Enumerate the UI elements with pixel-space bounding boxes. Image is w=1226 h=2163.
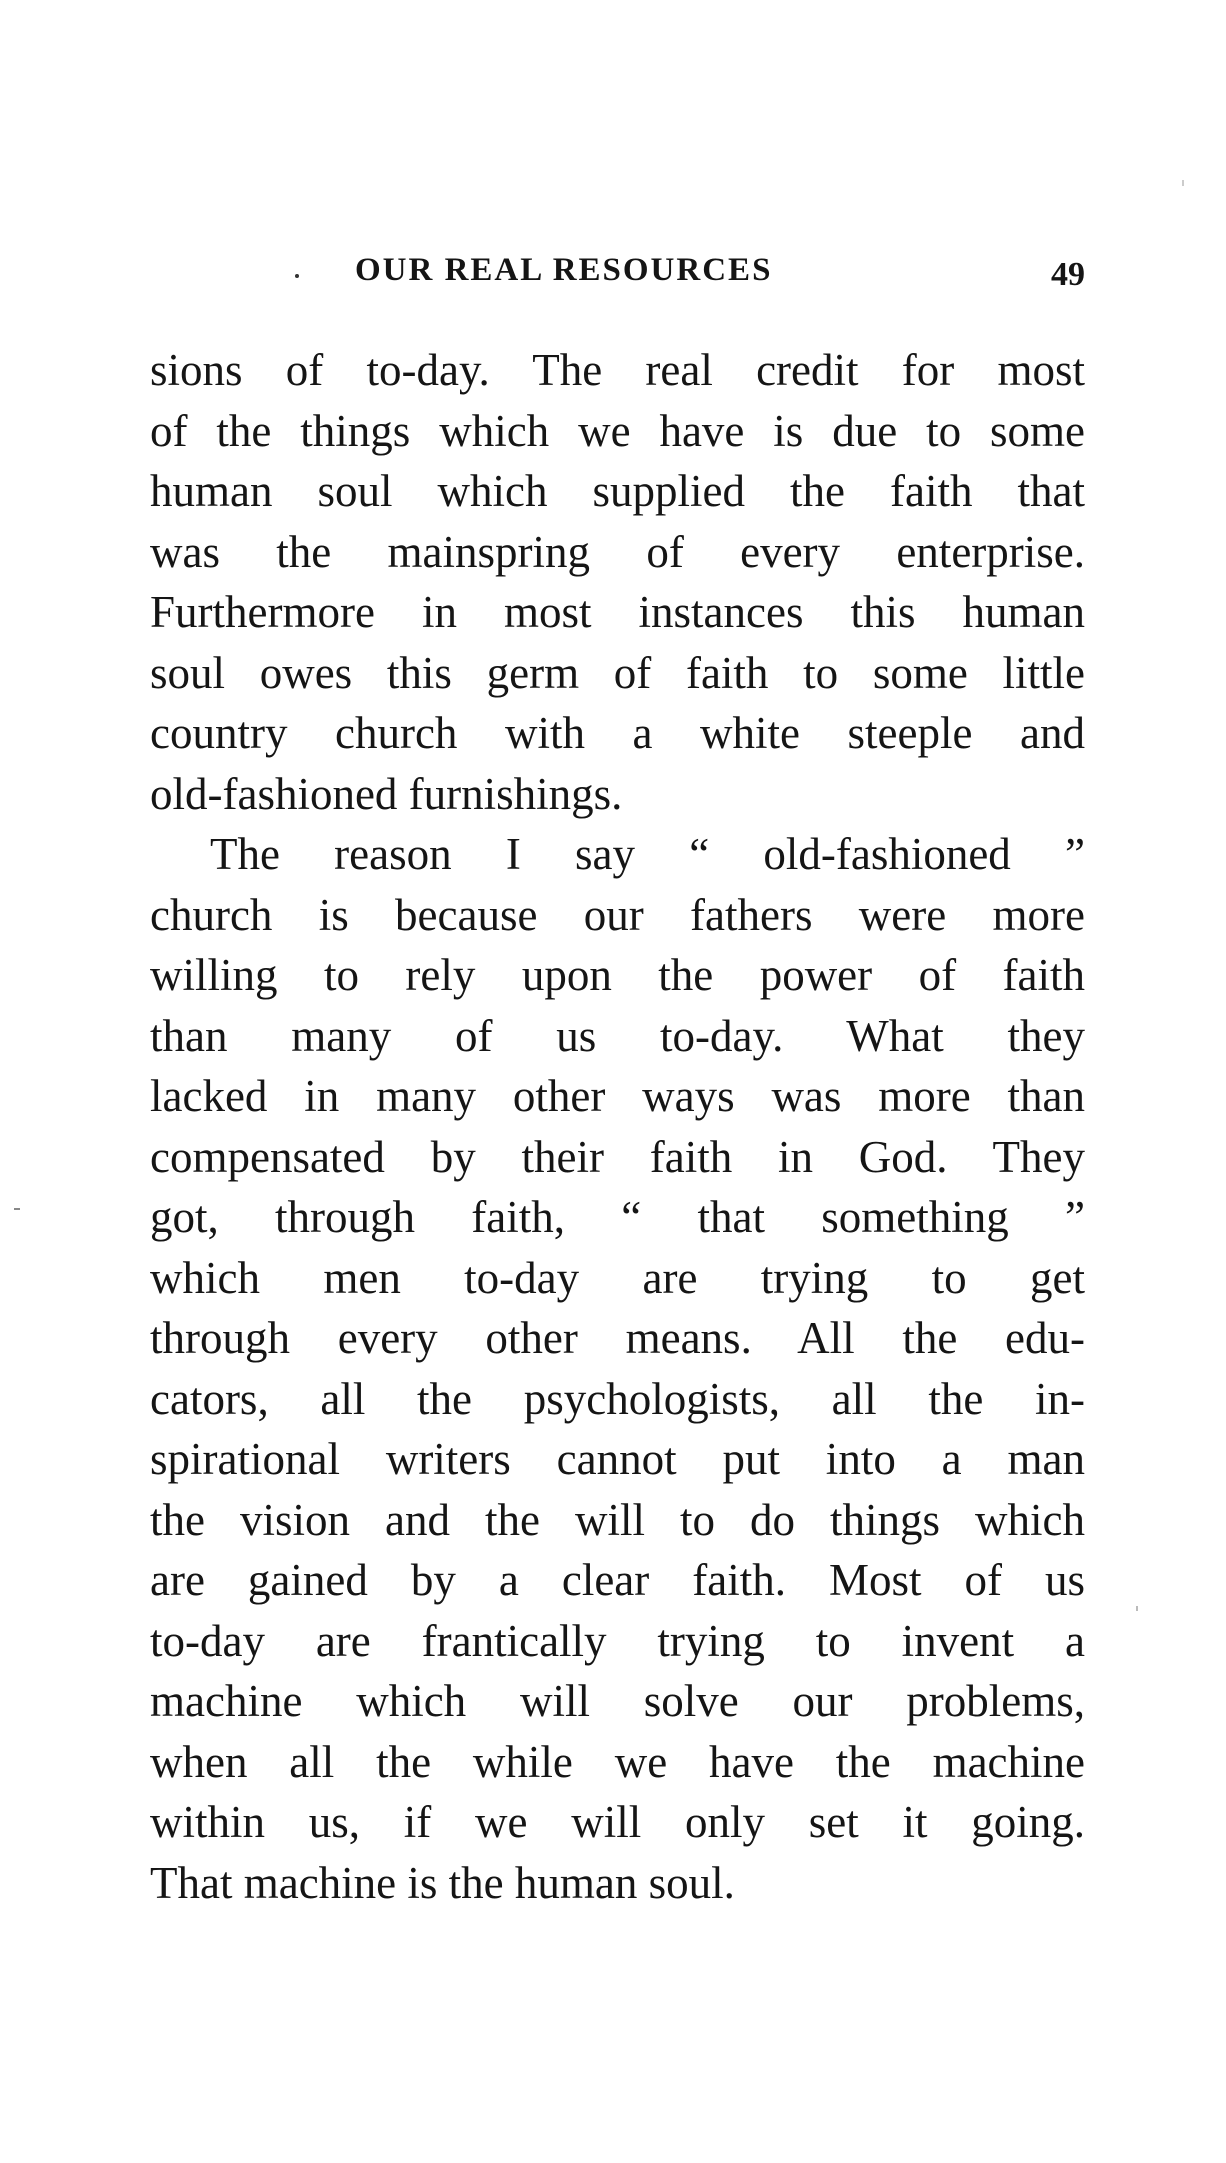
text-line: lacked in many other ways was more than bbox=[150, 1071, 1085, 1121]
text-line: to-day are frantically trying to invent a bbox=[150, 1615, 1085, 1666]
page-number: 49 bbox=[1051, 256, 1085, 293]
text-line: when all the while we have the machine bbox=[150, 1736, 1085, 1787]
text-line: within us, if we will only set it going. bbox=[150, 1797, 1085, 1847]
scan-speck bbox=[1182, 180, 1184, 186]
text-line: Furthermore in most instances this human bbox=[150, 587, 1085, 637]
running-head bbox=[160, 252, 1085, 302]
text-line: cators, all the psychologists, all the in- bbox=[150, 1373, 1085, 1424]
text-line: got, through faith, “ that something ” bbox=[150, 1192, 1085, 1242]
text-line: than many of us to-day. What they bbox=[150, 1010, 1085, 1061]
paragraph-2 bbox=[150, 824, 1085, 1913]
text-line: old-fashioned furnishings. bbox=[150, 768, 623, 819]
text-line: which men to-day are trying to get bbox=[150, 1252, 1085, 1303]
body-text bbox=[150, 340, 1085, 1913]
text-line: compensated by their faith in God. They bbox=[150, 1131, 1085, 1182]
text-line: willing to rely upon the power of faith bbox=[150, 950, 1085, 1000]
text-line: are gained by a clear faith. Most of us bbox=[150, 1555, 1085, 1605]
text-line: church is because our fathers were more bbox=[150, 889, 1085, 940]
text-line: machine which will solve our problems, bbox=[150, 1676, 1085, 1726]
text-line: soul owes this germ of faith to some little bbox=[150, 647, 1085, 698]
text-line: country church with a white steeple and bbox=[150, 708, 1085, 758]
text-line: spirational writers cannot put into a man bbox=[150, 1434, 1085, 1484]
scan-speck bbox=[1136, 1606, 1138, 1611]
text-line: the vision and the will to do things which bbox=[150, 1494, 1085, 1545]
text-line: The reason I say “ old-fashioned ” bbox=[210, 829, 1085, 879]
text-line: of the things which we have is due to some bbox=[150, 405, 1085, 456]
text-line: human soul which supplied the faith that bbox=[150, 466, 1085, 516]
text-line: was the mainspring of every enterprise. bbox=[150, 526, 1085, 577]
text-line: That machine is the human soul. bbox=[150, 1857, 735, 1908]
head-ornament-dot bbox=[295, 274, 299, 278]
running-title: OUR REAL RESOURCES bbox=[355, 252, 773, 288]
scan-speck bbox=[14, 1208, 20, 1210]
paragraph-1 bbox=[150, 340, 1085, 824]
text-line: through every other means. All the edu- bbox=[150, 1313, 1085, 1363]
text-line: sions of to-day. The real credit for most bbox=[150, 345, 1085, 395]
